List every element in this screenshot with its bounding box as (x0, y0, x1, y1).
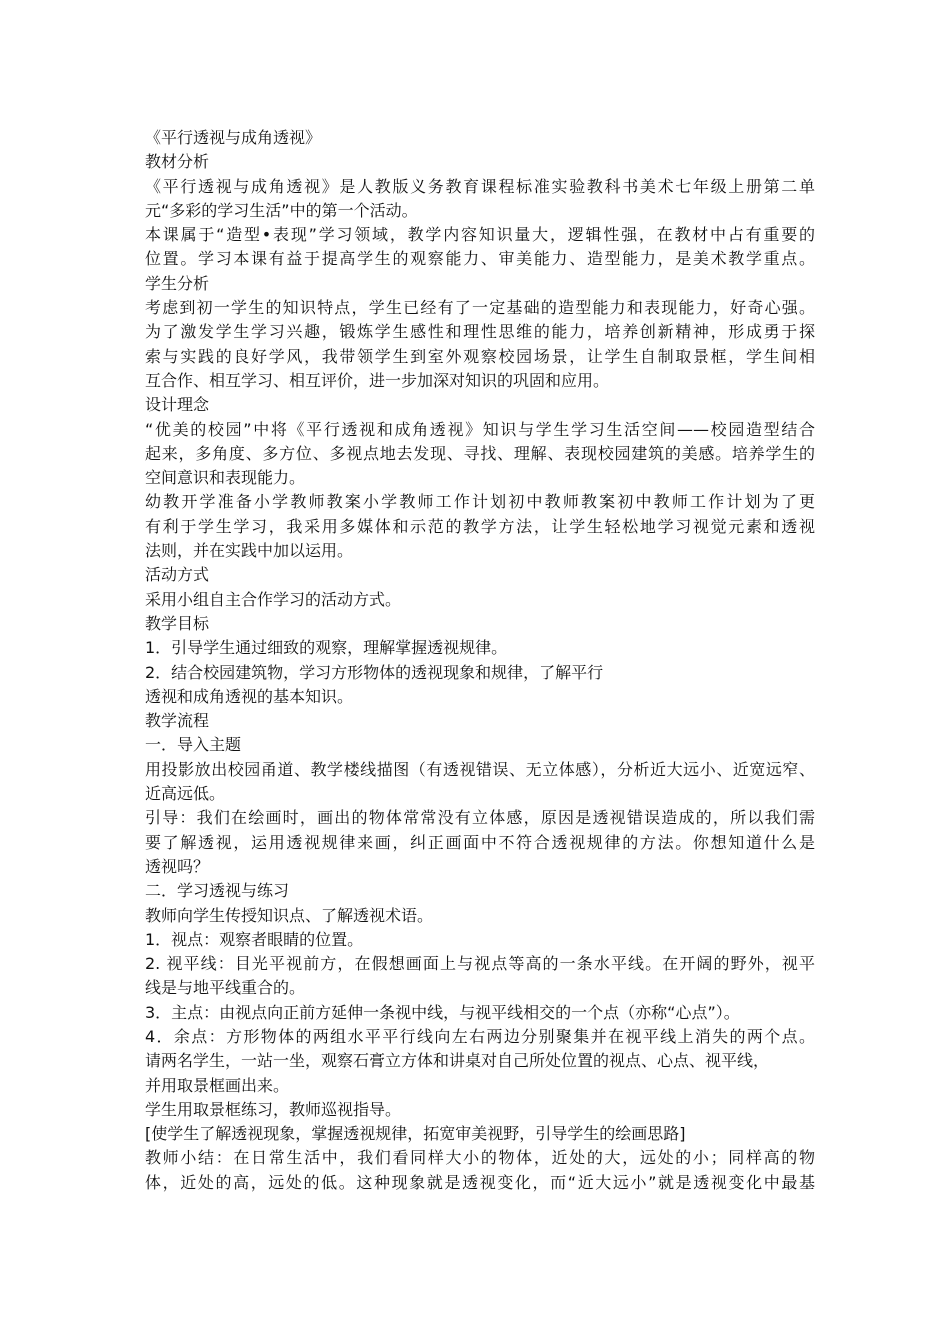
text-line: 学生用取景框练习，教师巡视指导。 (145, 1099, 402, 1119)
text-line: 《平行透视与成角透视》 (145, 128, 322, 147)
text-line: 有利于学生学习，我采用多媒体和示范的教学方法，让学生轻松地学习视觉元素和透视 (145, 516, 815, 536)
text-line: 空间意识和表现能力。 (145, 468, 306, 488)
text-line: 透视和成角透视的基本知识。 (145, 686, 354, 706)
text-line: 体，近处的高，远处的低。这种现象就是透视变化，而“近大远小”就是透视变化中最基 (145, 1172, 815, 1192)
text-line: 教学目标 (145, 613, 210, 633)
text-line: “优美的校园”中将《平行透视和成角透视》知识与学生学习生活空间——校园造型结合 (145, 419, 815, 439)
text-line: 学生分析 (145, 273, 210, 293)
text-line: 一．导入主题 (145, 735, 242, 755)
text-line: 引导：我们在绘画时，画出的物体常常没有立体感，原因是透视错误造成的，所以我们需 (145, 808, 815, 828)
text-line: 2. 视平线：目光平视前方，在假想画面上与视点等高的一条水平线。在开阔的野外，视平 (145, 954, 815, 974)
document-body (145, 126, 815, 1195)
text-line: 并用取景框画出来。 (145, 1075, 290, 1095)
text-line: 互合作、相互学习、相互评价，进一步加深对知识的巩固和应用。 (145, 370, 610, 390)
text-line: 请两名学生，一站一坐，观察石膏立方体和讲桌对自己所处位置的视点、心点、视平线， (145, 1051, 770, 1071)
text-line: 为了激发学生学习兴趣，锻炼学生感性和理性思维的能力，培养创新精神，形成勇于探 (145, 322, 815, 342)
text-line: 考虑到初一学生的知识特点，学生已经有了一定基础的造型能力和表现能力，好奇心强。 (145, 298, 815, 318)
text-line: 2．结合校园建筑物，学习方形物体的透视现象和规律，了解平行 (145, 662, 604, 682)
text-line: 3．主点：由视点向正前方延伸一条视中线，与视平线相交的一个点（亦称“心点”）。 (145, 1002, 740, 1022)
text-line: [使学生了解透视现象，掌握透视规律，拓宽审美视野，引导学生的绘画思路] (145, 1124, 686, 1144)
text-line: 用投影放出校园甬道、教学楼线描图（有透视错误、无立体感），分析近大远小、近宽远窄、 (145, 759, 815, 779)
text-line: 起来，多角度、多方位、多视点地去发现、寻找、理解、表现校园建筑的美感。培养学生的 (145, 443, 815, 463)
text-line: 二．学习透视与练习 (145, 881, 290, 901)
text-line: 幼教开学准备小学教师教案小学教师工作计划初中教师教案初中教师工作计划为了更 (145, 492, 815, 512)
text-line: 1．引导学生通过细致的观察，理解掌握透视规律。 (145, 638, 508, 658)
text-line: 采用小组自主合作学习的活动方式。 (145, 589, 402, 609)
text-line: 活动方式 (145, 565, 210, 585)
text-line: 线是与地平线重合的。 (145, 978, 306, 998)
text-line: 索与实践的良好学风，我带领学生到室外观察校园场景，让学生自制取景框，学生间相 (145, 346, 815, 366)
text-line: 4．余点：方形物体的两组水平平行线向左右两边分别聚集并在视平线上消失的两个点。 (145, 1026, 815, 1046)
text-line: 教师小结：在日常生活中，我们看同样大小的物体，近处的大，远处的小；同样高的物 (145, 1148, 815, 1168)
text-line: 近高远低。 (145, 784, 226, 804)
text-line: 法则，并在实践中加以运用。 (145, 541, 354, 561)
text-line: 位置。学习本课有益于提高学生的观察能力、审美能力、造型能力，是美术教学重点。 (145, 249, 815, 269)
text-line: 要了解透视，运用透视规律来画，纠正画面中不符合透视规律的方法。你想知道什么是 (145, 832, 815, 852)
text-line: 透视吗？ (145, 856, 210, 876)
text-line: 本课属于“造型•表现”学习领域，教学内容知识量大，逻辑性强，在教材中占有重要的 (145, 225, 815, 245)
text-line: 教材分析 (145, 152, 210, 172)
text-line: 教师向学生传授知识点、了解透视术语。 (145, 905, 434, 925)
text-line: 《平行透视与成角透视》是人教版义务教育课程标准实验教科书美术七年级上册第二单 (145, 176, 815, 196)
text-line: 1．视点：观察者眼睛的位置。 (145, 929, 364, 949)
text-line: 教学流程 (145, 711, 210, 731)
text-line: 设计理念 (145, 395, 210, 415)
text-line: 元“多彩的学习生活”中的第一个活动。 (145, 200, 418, 220)
